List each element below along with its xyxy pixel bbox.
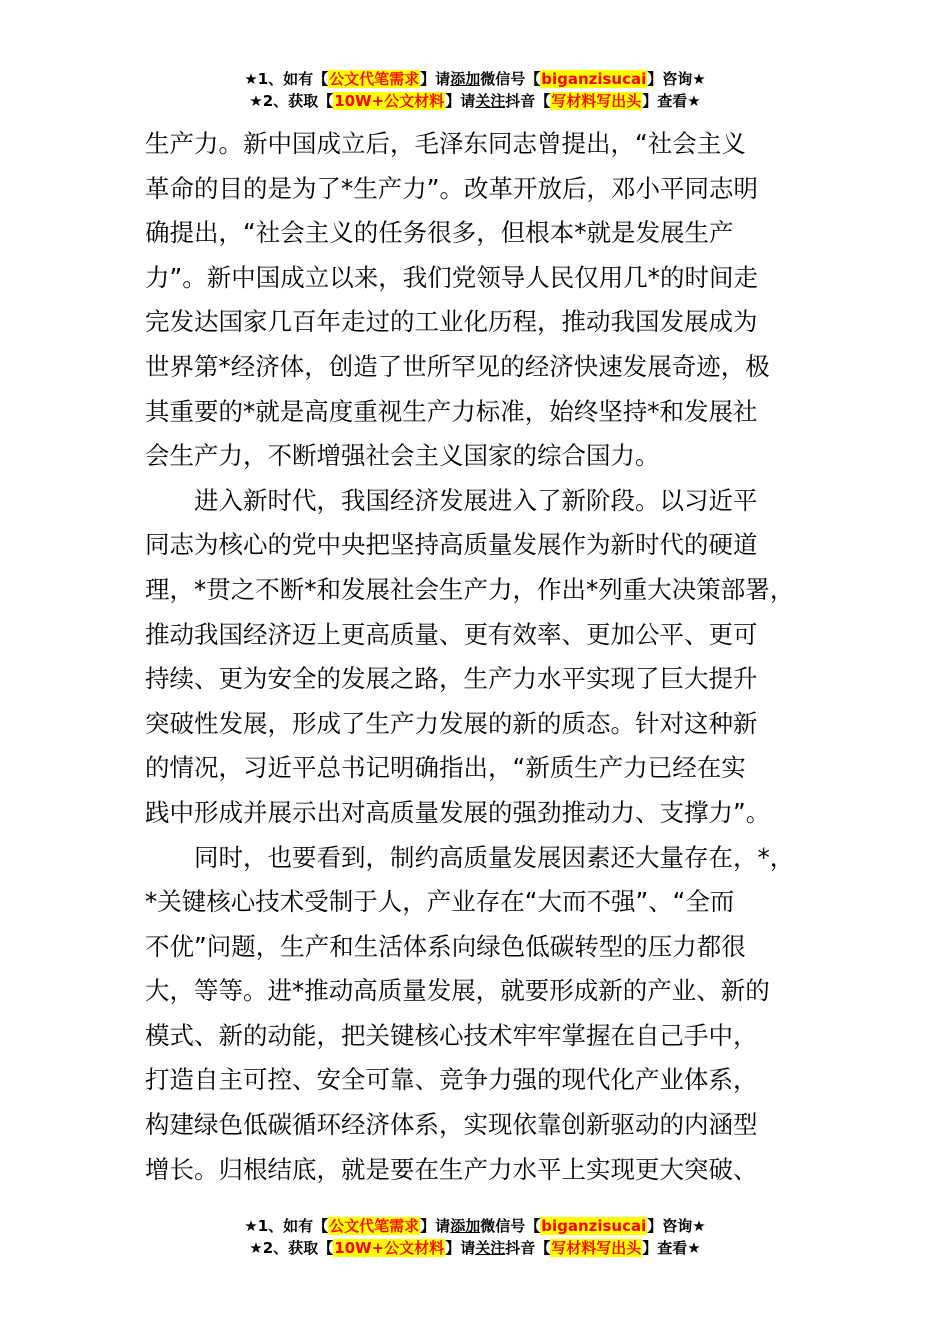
header-highlight-douyin-account: 写材料写出头 bbox=[551, 92, 642, 110]
body-line: 同志为核心的党中央把坚持高质量发展作为新时代的硬道 bbox=[145, 530, 758, 560]
body-line: 不优”问题，生产和生活体系向绿色低碳转型的压力都很 bbox=[145, 931, 746, 961]
paragraph-start-line: 进入新时代，我国经济发展进入了新阶段。以习近平 bbox=[194, 485, 758, 515]
body-line: 模式、新的动能，把关键核心技术牢牢掌握在自己手中， bbox=[145, 1020, 758, 1050]
header-line-1 bbox=[0, 68, 950, 90]
header-line-2-text: ★2、获取【 bbox=[249, 92, 334, 110]
body-line: 践中形成并展示出对高质量发展的强劲推动力、支撑力”。 bbox=[145, 797, 771, 827]
body-line: 生产力。新中国成立后，毛泽东同志曾提出，“社会主义 bbox=[145, 129, 746, 158]
header-line-2-text: 】请 bbox=[445, 92, 476, 110]
footer-underline-follow: 关注 bbox=[475, 1239, 506, 1257]
footer-highlight-wechat-id: biganzisucai bbox=[541, 1217, 647, 1235]
footer-line-2-text: 】请 bbox=[445, 1239, 476, 1257]
footer-line-1 bbox=[0, 1215, 950, 1237]
footer-underline-add: 添加 bbox=[450, 1217, 481, 1235]
header-line-1-text: 】请 bbox=[420, 70, 451, 88]
body-line: 增长。归根结底，就是要在生产力水平上实现更大突破、 bbox=[145, 1154, 758, 1184]
footer-highlight-materials: 10W+公文材料 bbox=[334, 1239, 445, 1257]
footer-highlight-ghostwriting: 公文代笔需求 bbox=[329, 1217, 420, 1235]
body-line: 构建绿色低碳循环经济体系，实现依靠创新驱动的内涵型 bbox=[145, 1110, 758, 1140]
header-line-2-text: 抖音【 bbox=[505, 92, 551, 110]
footer-line-2 bbox=[0, 1237, 950, 1259]
header-highlight-wechat-id: biganzisucai bbox=[541, 70, 647, 88]
body-line: 革命的目的是为了*生产力”。改革开放后，邓小平同志明 bbox=[145, 173, 758, 203]
body-line: 确提出，“社会主义的任务很多，但根本*就是发展生产 bbox=[145, 218, 734, 248]
body-line: 持续、更为安全的发展之路，生产力水平实现了巨大提升 bbox=[145, 664, 758, 694]
header-line-1-text: 微信号【 bbox=[480, 70, 541, 88]
body-line: 世界第*经济体，创造了世所罕见的经济快速发展奇迹，极 bbox=[145, 351, 770, 381]
footer-highlight-douyin-account: 写材料写出头 bbox=[551, 1239, 642, 1257]
footer-line-2-text: ★2、获取【 bbox=[249, 1239, 334, 1257]
header-line-1-text: 】咨询★ bbox=[647, 70, 706, 88]
header-line-2 bbox=[0, 90, 950, 112]
body-line: 会生产力，不断增强社会主义国家的综合国力。 bbox=[145, 441, 660, 471]
footer-line-1-text: 】请 bbox=[420, 1217, 451, 1235]
footer-line-2-text: 抖音【 bbox=[505, 1239, 551, 1257]
body-line: 力”。新中国成立以来，我们党领导人民仅用几*的时间走 bbox=[145, 262, 758, 292]
footer-line-2-text: 】查看★ bbox=[642, 1239, 701, 1257]
document-body bbox=[145, 122, 813, 1192]
header-line-1-text: ★1、如有【 bbox=[244, 70, 329, 88]
footer-banner bbox=[0, 1215, 950, 1259]
body-line: 完发达国家几百年走过的工业化历程，推动我国发展成为 bbox=[145, 307, 758, 337]
footer-line-1-text: ★1、如有【 bbox=[244, 1217, 329, 1235]
footer-line-1-text: 】咨询★ bbox=[647, 1217, 706, 1235]
header-highlight-ghostwriting: 公文代笔需求 bbox=[329, 70, 420, 88]
body-line: 的情况，习近平总书记明确指出，“新质生产力已经在实 bbox=[145, 753, 746, 783]
body-line: 推动我国经济迈上更高质量、更有效率、更加公平、更可 bbox=[145, 619, 758, 649]
body-line: 其重要的*就是高度重视生产力标准，始终坚持*和发展社 bbox=[145, 396, 758, 426]
footer-line-1-text: 微信号【 bbox=[480, 1217, 541, 1235]
header-underline-follow: 关注 bbox=[475, 92, 506, 110]
body-line: *关键核心技术受制于人，产业存在“大而不强”、“全而 bbox=[145, 887, 735, 917]
header-underline-add: 添加 bbox=[450, 70, 481, 88]
header-banner bbox=[0, 68, 950, 112]
body-line: 打造自主可控、安全可靠、竞争力强的现代化产业体系， bbox=[145, 1065, 758, 1095]
body-line: 突破性发展，形成了生产力发展的新的质态。针对这种新 bbox=[145, 708, 758, 738]
header-highlight-materials: 10W+公文材料 bbox=[334, 92, 445, 110]
body-line: 理，*贯之不断*和发展社会生产力，作出*列重大决策部署， bbox=[145, 574, 795, 604]
paragraph-start-line: 同时，也要看到，制约高质量发展因素还大量存在，*， bbox=[194, 842, 795, 872]
body-line: 大，等等。进*推动高质量发展，就要形成新的产业、新的 bbox=[145, 976, 770, 1006]
header-line-2-text: 】查看★ bbox=[642, 92, 701, 110]
